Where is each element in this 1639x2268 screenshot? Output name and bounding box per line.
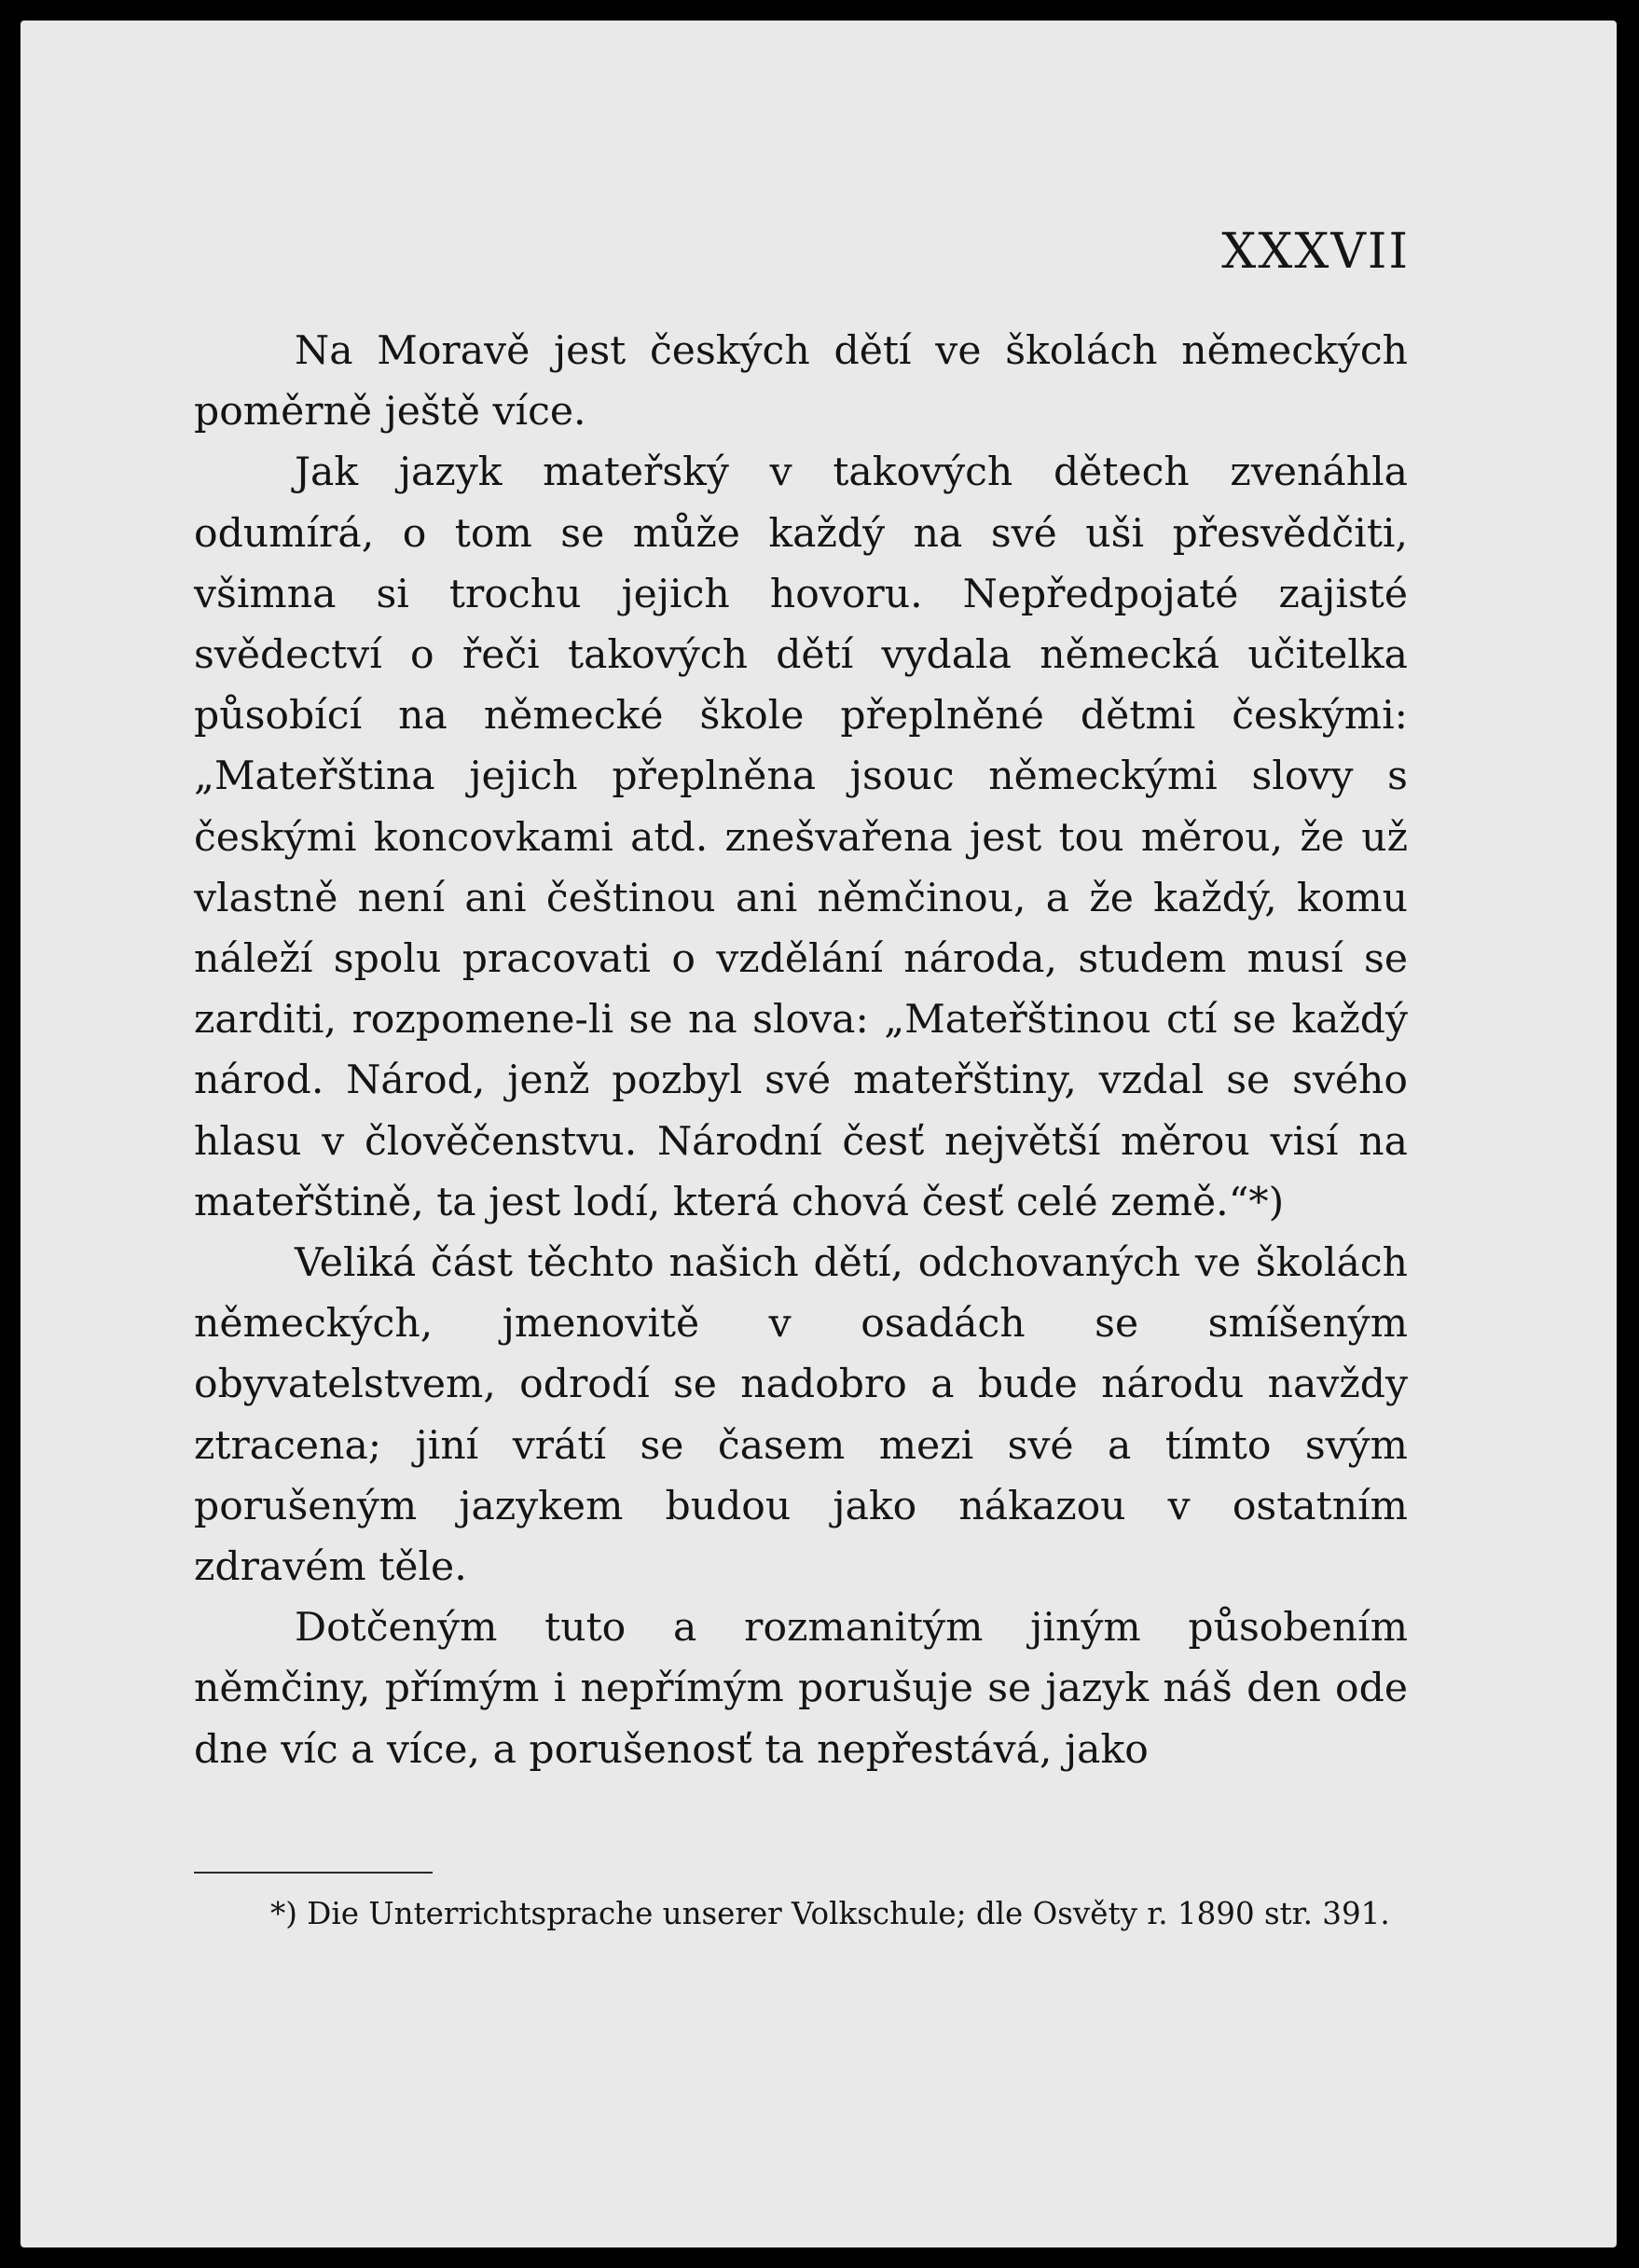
page-number: XXXVII xyxy=(1221,224,1410,280)
book-page xyxy=(21,21,1617,2247)
paragraph-3: Veliká část těchto našich dětí, odchovaných ve školách německých, jmenovitě v osadách se smíšeným obyvatelstvem, odrodí se nadobro a bude národu navždy ztracena; jiní vrátí se časem mezi své a tímto svým porušeným jazykem budou jako nákazou v ostatním zdravém těle. xyxy=(194,1240,1408,1591)
footnote: *) Die Unterrichtsprache unserer Volkschule; dle Osvěty r. 1890 str. 391. xyxy=(270,1896,1390,1931)
paragraph-2: Jak jazyk mateřský v takových dětech zvenáhla odumírá, o tom se může každý na své uši přesvědčiti, všimna si trochu jejich hovoru. Nepředpojaté zajisté svědectví o řeči takových dětí vydala německá učitelka působící na německé škole přeplněné dětmi českými: „Mateřština jejich přeplněna jsouc německými slovy s českými koncovkami atd. znešvařena jest tou měrou, že už vlastně není ani češtinou ani němčinou, a že každý, komu náleží spolu pracovati o vzdělání národa, studem musí se zarditi, rozpomene-li se na slova: „Mateřštinou ctí se každý národ. Národ, jenž pozbyl své mateřštiny, vzdal se svého hlasu v člověčenstvu. Národní česť největší měrou visí na mateřštině, ta jest lodí, která chová česť celé země.“*) xyxy=(194,449,1408,1225)
body-text xyxy=(194,321,1408,1780)
footnote-divider xyxy=(194,1872,433,1874)
paragraph-1: Na Moravě jest českých dětí ve školách německých poměrně ještě více. xyxy=(194,328,1408,436)
paragraph-4: Dotčeným tuto a rozmanitým jiným působením němčiny, přímým i nepřímým porušuje se jazyk náš den ode dne víc a více, a porušenosť ta nepřestává, jako xyxy=(194,1605,1408,1773)
